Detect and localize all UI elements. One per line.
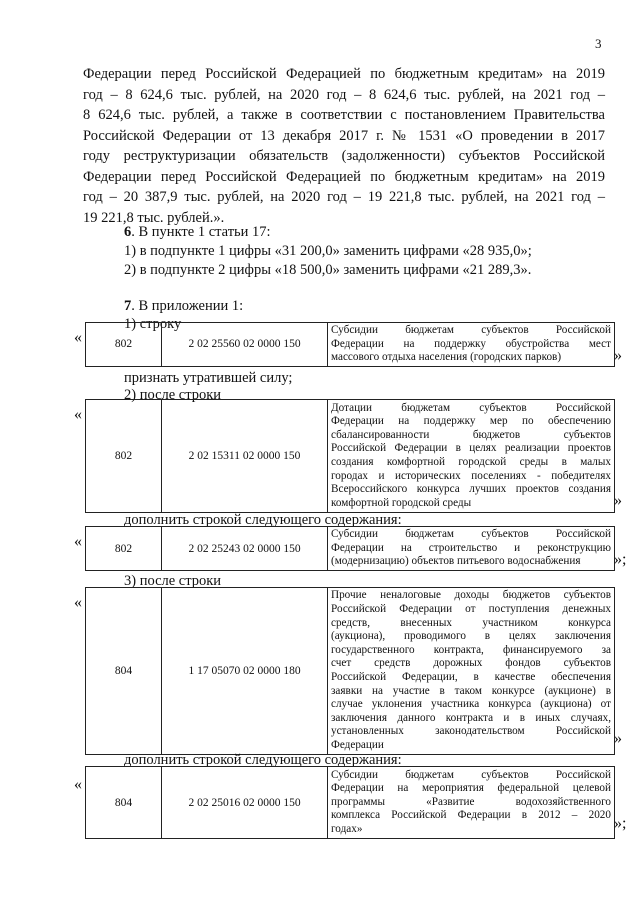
item6-number: 6 xyxy=(124,224,132,240)
description-line: массового отдыха населения (городских парков) xyxy=(331,351,562,364)
description-line: городах и исторических поселениях - победителях xyxy=(331,469,611,482)
item7-sub1-label: 1) строку xyxy=(124,316,182,332)
description-line: Дотации бюджетам субъектов Российской xyxy=(331,401,611,414)
row-code: 802 xyxy=(86,527,162,571)
description-line: Российской Федерации в целях реализации проектов xyxy=(331,442,611,455)
description-line: Российской Федерации, в качестве обеспечения xyxy=(331,671,611,683)
paragraph-line: 8 624,6 тыс. рублей, а также в соответствии с постановлением Правительства xyxy=(83,107,605,123)
item7-sub3-label: 3) после строки xyxy=(124,573,222,589)
item6-sub2: 2) в подпункте 2 цифры «18 500,0» заменить цифрами «21 289,3». xyxy=(124,262,532,278)
description-line: комплекса Российской Федерации в 2012 – 2020 xyxy=(331,809,611,822)
table-row-4 xyxy=(85,587,615,755)
table-row-5 xyxy=(85,766,615,839)
paragraph-line: год – 8 624,6 тыс. рублей, на 2020 год – 8 624,6 тыс. рублей, на 2021 год – xyxy=(83,86,605,103)
row-description xyxy=(328,400,615,513)
page-number: 3 xyxy=(595,36,602,51)
item7-heading xyxy=(124,298,243,315)
row-code: 804 xyxy=(86,588,162,755)
paragraph-line: Федерации перед Российской Федерацией по бюджетным кредитам» на 2019 xyxy=(83,168,605,185)
item7-after-row2: дополнить строкой следующего содержания: xyxy=(124,512,402,528)
description-line: Федерации на строительство и реконструкцию xyxy=(331,541,611,554)
row-kbk: 1 17 05070 02 0000 180 xyxy=(162,588,328,755)
row-kbk: 2 02 25243 02 0000 150 xyxy=(162,527,328,571)
paragraph-line: 19 221,8 тыс. рублей.». xyxy=(83,209,225,226)
description-line: (модернизацию) объектов питьевого водоснабжения xyxy=(331,555,581,568)
description-line: программы «Развитие водохозяйственного xyxy=(331,795,611,808)
description-line: Федерации xyxy=(331,738,384,751)
description-line: государственного контракта, финансируемого за xyxy=(331,643,611,656)
table-row-3 xyxy=(85,526,615,571)
row-kbk: 2 02 15311 02 0000 150 xyxy=(162,400,328,513)
row-kbk: 2 02 25560 02 0000 150 xyxy=(162,323,328,367)
item7-number: 7 xyxy=(124,298,132,314)
item7-heading-text: . В приложении 1: xyxy=(131,298,244,314)
close-quote-semicolon: »; xyxy=(614,551,627,568)
paragraph-line: году реструктуризации обязательств (задолженности) субъектов Российской xyxy=(83,148,605,164)
description-line: Федерации на поддержку мер по обеспечению xyxy=(331,415,611,428)
item7-after-row1: признать утратившей силу; xyxy=(124,370,293,386)
row-code: 802 xyxy=(86,323,162,367)
table-row-1 xyxy=(85,322,615,367)
description-line: создания комфортной городской среды в малых xyxy=(331,456,611,468)
description-line: заявки на участие в таком конкурсе (аукционе) в xyxy=(331,684,611,697)
open-quote: « xyxy=(74,406,82,423)
close-quote: » xyxy=(614,492,622,509)
open-quote: « xyxy=(74,329,82,346)
item7-after-row4: дополнить строкой следующего содержания: xyxy=(124,752,402,768)
description-line: Прочие неналоговые доходы бюджетов субъектов xyxy=(331,589,611,602)
row-description xyxy=(328,527,615,571)
description-line: заключения данного контракта и в иных случаях, xyxy=(331,711,611,724)
paragraph-line: год – 20 387,9 тыс. рублей, на 2020 год – 19 221,8 тыс. рублей, на 2021 год – xyxy=(83,189,605,205)
description-line: Федерации на поддержку обустройства мест xyxy=(331,337,611,350)
description-line: средств, внесенных участником конкурса xyxy=(331,616,611,629)
item7-sub2-label: 2) после строки xyxy=(124,387,222,403)
description-line: Субсидии бюджетам субъектов Российской xyxy=(331,528,611,541)
description-line: установленных законодательством Российской xyxy=(331,725,611,738)
row-code: 802 xyxy=(86,400,162,513)
description-line: случае уклонения участника конкурса (аукциона) от xyxy=(331,698,611,711)
description-line: (аукциона), проводимого в целях заключения xyxy=(331,630,611,643)
row-description xyxy=(328,767,615,839)
close-quote-semicolon: »; xyxy=(614,815,627,832)
row-kbk: 2 02 25016 02 0000 150 xyxy=(162,767,328,839)
item6-heading-text: . В пункте 1 статьи 17: xyxy=(131,224,271,240)
description-line: комфортной городской среды xyxy=(331,496,472,509)
row-description xyxy=(328,323,615,367)
description-line: сбалансированности бюджетов субъектов xyxy=(331,428,611,441)
close-quote: » xyxy=(614,730,622,747)
open-quote: « xyxy=(74,776,82,793)
description-line: счет средств дорожных фондов субъектов xyxy=(331,657,611,670)
item6-heading xyxy=(124,224,271,241)
description-line: Федерации на мероприятия федеральной целевой xyxy=(331,782,611,795)
row-code: 804 xyxy=(86,767,162,839)
item6-sub1: 1) в подпункте 1 цифры «31 200,0» заменить цифрами «28 935,0»; xyxy=(124,243,532,259)
paragraph-line: Федерации перед Российской Федерацией по бюджетным кредитам» на 2019 xyxy=(83,66,605,82)
row-description xyxy=(328,588,615,755)
description-line: Всероссийского конкурса лучших проектов создания xyxy=(331,483,611,496)
table-row-2 xyxy=(85,399,615,513)
close-quote: » xyxy=(614,347,622,364)
intro-paragraph xyxy=(83,64,605,228)
description-line: Российской Федерации от поступления денежных xyxy=(331,603,611,616)
description-line: годах» xyxy=(331,822,363,835)
open-quote: « xyxy=(74,594,82,611)
description-line: Субсидии бюджетам субъектов Российской xyxy=(331,324,611,336)
description-line: Субсидии бюджетам субъектов Российской xyxy=(331,768,611,781)
paragraph-line: Российской Федерации от 13 декабря 2017 г. № 1531 «О проведении в 2017 xyxy=(83,127,605,144)
open-quote: « xyxy=(74,533,82,550)
